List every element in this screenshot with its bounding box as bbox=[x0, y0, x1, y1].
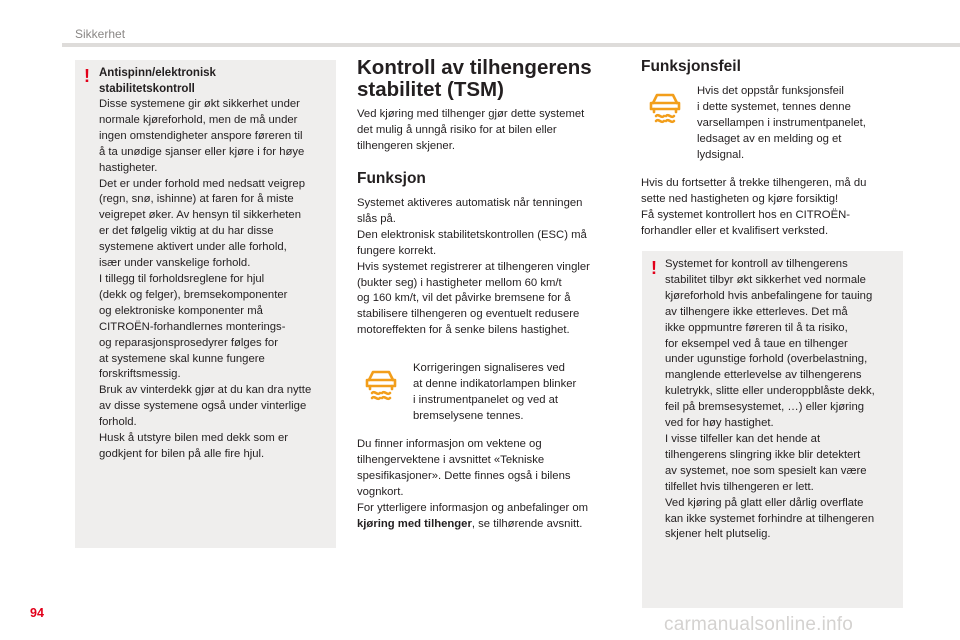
header-rule bbox=[62, 43, 960, 47]
funksjon-body: Systemet aktiveres automatisk når tenningen slås på. Den elektronisk stabilitetskontrollen (ESC) må fungere korrekt. Hvis systemet registrerer at tilhengeren vingler (bukter seg) i hastigheter mellom 60 km/t og 160 km/t, vil det påvirke bremsene for å stabilisere tilhengeren og eventuelt redusere motoreffekten for å senke bilens hastighet. bbox=[357, 197, 590, 337]
info-text-tail: , se tilhørende avsnitt. bbox=[471, 517, 583, 530]
section-label: Sikkerhet bbox=[75, 27, 126, 41]
info-text-main: Du finner informasjon om vektene og tilhengervektene i avsnittet «Tekniske spesifikasjoner». Dette finnes også i bilens vognkort. For ytterligere informasjon og anbefalinger om bbox=[357, 438, 589, 514]
funksjonsfeil-heading: Funksjonsfeil bbox=[641, 58, 741, 75]
trailer-stability-fault-icon bbox=[647, 89, 683, 125]
page-number: 94 bbox=[30, 606, 44, 620]
watermark: carmanualsonline.info bbox=[664, 614, 854, 635]
tsm-intro: Ved kjøring med tilhenger gjør dette systemet det mulig å unngå risiko for at bilen eller tilhengeren skjener. bbox=[357, 108, 585, 152]
page-header bbox=[0, 0, 960, 48]
fault-body: Hvis du fortsetter å trekke tilhengeren, må du sette ned hastigheten og kjøre forsiktig! Få systemet kontrollert hos en CITROËN- forhandler eller et kvalifisert verksted. bbox=[641, 177, 867, 237]
left-warning-title: Antispinn/elektronisk stabilitetskontroll bbox=[99, 67, 216, 95]
right-warning-body: Systemet for kontroll av tilhengerens stabilitet tilbyr økt sikkerhet ved normale kjøreforhold hvis anbefalingene for tauing av tilhengere ikke etterleves. Det må ikke oppmuntre føreren til å ta risiko, for eksempel ved å taue en tilhenger under ugunstige forhold (overbelastning, manglende etterlevelse av tilhengerens kuletrykk, slitte eller underoppblåste dekk, feil på bremsesystemet, …) eller kjøring ved for høy hastighet. I visse tilfeller kan det hende at tilhengerens slingring ikke blir detektert av systemet, noe som spesielt kan være tilfellet hvis tilhengeren er lett. Ved kjøring på glatt eller dårlig overflate kan ikke systemet forhindre at tilhengeren skjener helt plutselig. bbox=[665, 258, 875, 541]
funksjon-heading: Funksjon bbox=[357, 170, 426, 187]
trailer-stability-warning-icon bbox=[363, 366, 399, 402]
info-text bbox=[357, 437, 627, 532]
left-warning-body: Disse systemene gir økt sikkerhet under normale kjøreforhold, men de må under ingen omstendigheter anspore føreren til å ta unødige sjanser eller kjøre i for høye hastigheter. Det er under forhold med nedsatt veigrep (regn, snø, ishinne) at faren for å miste veigrepet øker. Av hensyn til sikkerheten er det følgelig viktig at du har disse systemene aktivert under alle forhold, især under vanskelige forhold. I tillegg til forholdsreglene for hjul (dekk og felger), bremsekomponenter og elektroniske komponenter må CITROËN-forhandlernes monterings- og reparasjonsprosedyrer følges for at systemene skal kunne fungere forskriftsmessig. Bruk av vinterdekk gjør at du kan dra nytte av disse systemene også under vinterlige forhold. Husk å utstyre bilen med dekk som er godkjent for bilen på alle fire hjul. bbox=[99, 98, 312, 460]
right-warning-mark: ! bbox=[651, 258, 657, 278]
info-text-bold: kjøring med tilhenger bbox=[357, 517, 472, 530]
page-title: Kontroll av tilhengerens stabilitet (TSM) bbox=[357, 56, 592, 101]
fault-icon-text: Hvis det oppstår funksjonsfeil i dette systemet, tennes denne varsellampen i instrumentpanelet, ledsaget av en melding og et lydsignal. bbox=[697, 85, 866, 161]
warning-icon-text: Korrigeringen signaliseres ved at denne indikatorlampen blinker i instrumentpanelet og ved at bremselysene tennes. bbox=[413, 362, 577, 422]
left-warning-mark: ! bbox=[84, 66, 90, 86]
